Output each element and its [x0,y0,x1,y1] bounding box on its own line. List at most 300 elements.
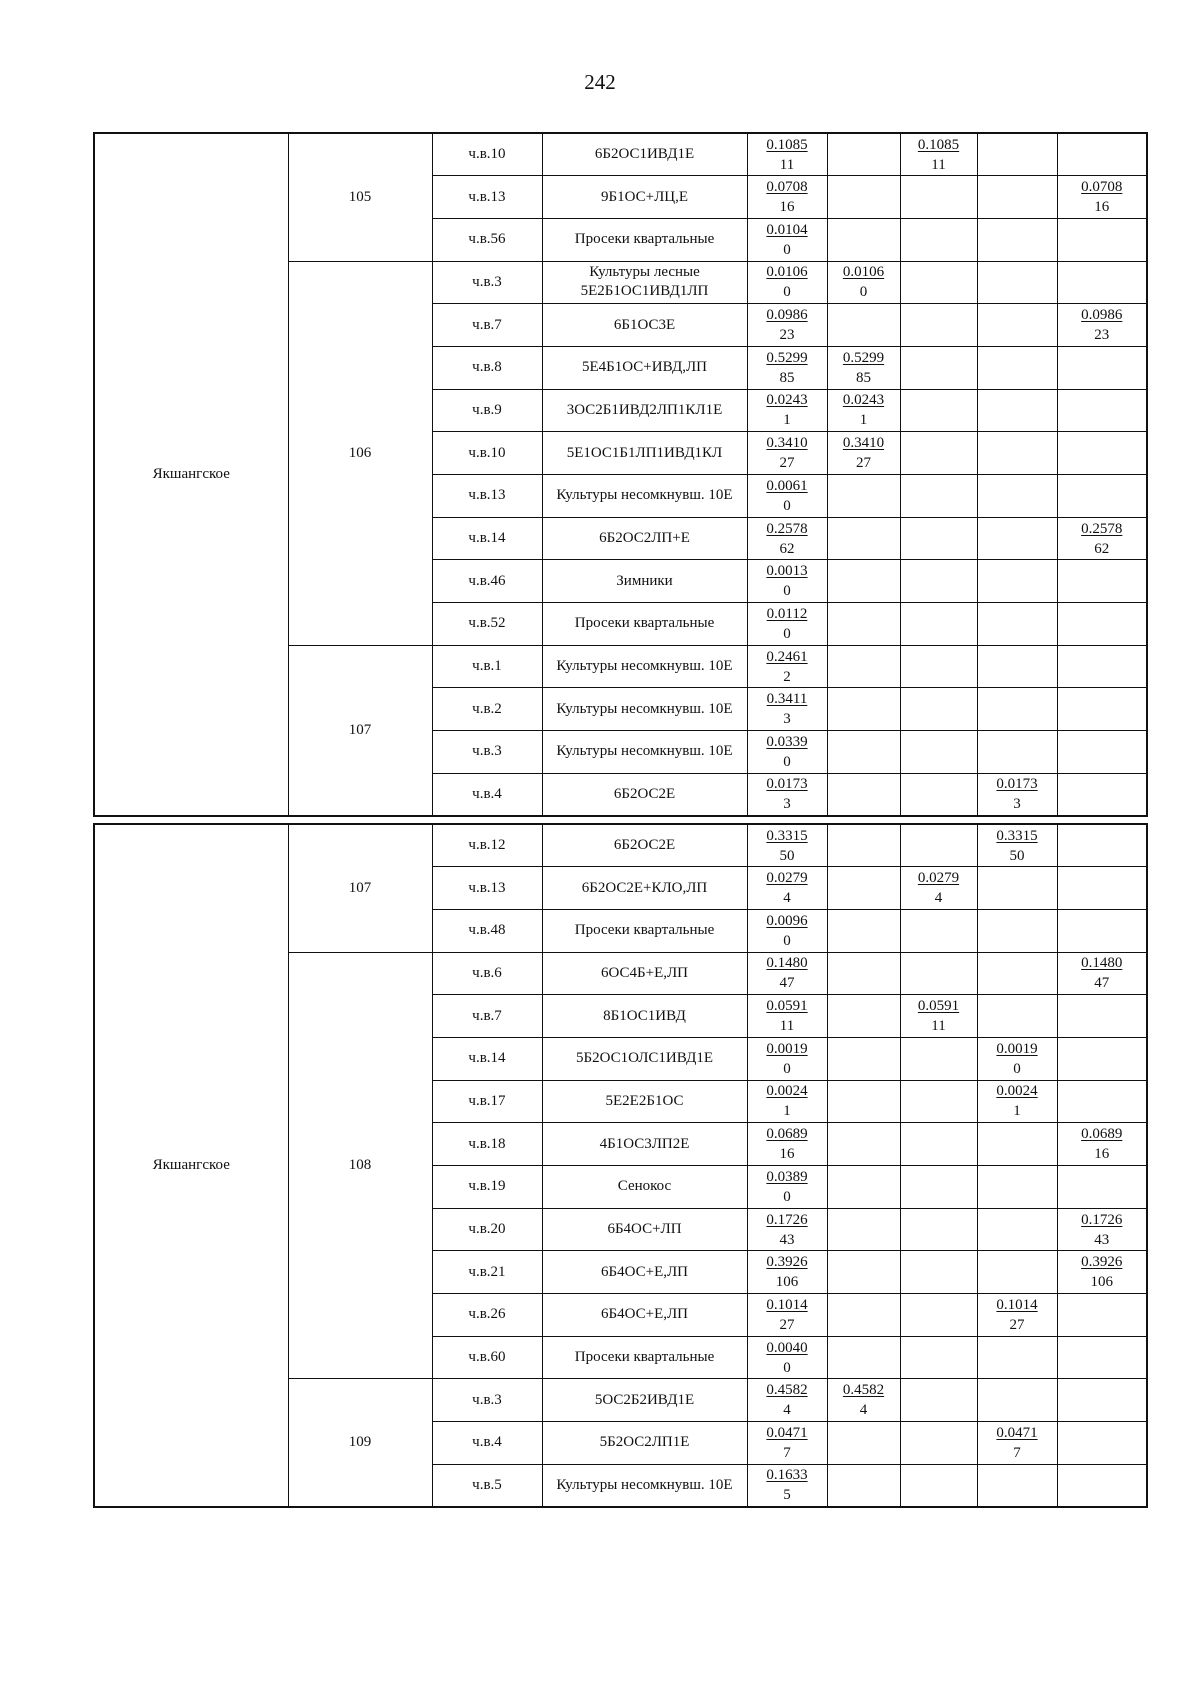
area-fraction [766,868,807,908]
area-value: 0.3926 [1081,1254,1123,1271]
value-cell [827,133,900,176]
value-cell [977,1294,1057,1337]
plot-number-cell: ч.в.7 [432,995,542,1038]
area-value: 0.5299 [842,349,885,366]
plot-number-cell: ч.в.21 [432,1251,542,1294]
area-value: 0.1480 [766,955,808,972]
value-cell [827,1379,900,1422]
value-cell [1057,773,1147,816]
count-value: 1 [783,1103,791,1120]
value-cell [747,261,827,304]
value-cell [977,1336,1057,1379]
value-cell [747,867,827,910]
area-fraction [766,1338,807,1378]
value-cell [1057,1037,1147,1080]
area-fraction [766,1039,807,1079]
area-value: 0.1726 [766,1211,808,1228]
value-cell [827,1422,900,1465]
value-cell [977,517,1057,560]
value-cell [977,560,1057,603]
value-cell [1057,1208,1147,1251]
value-cell [1057,1379,1147,1422]
count-value: 62 [779,540,795,557]
value-cell [900,218,977,261]
area-value: 0.0104 [766,221,808,238]
count-value: 5 [783,1487,791,1504]
value-cell [977,909,1057,952]
composition-cell: 6Б2ОС2Е [542,824,747,867]
area-value: 0.1480 [1081,955,1123,972]
value-cell [1057,995,1147,1038]
area-value: 0.0243 [766,392,808,409]
plot-number-cell: ч.в.7 [432,304,542,347]
area-fraction [766,476,807,516]
area-value: 0.2461 [766,648,808,665]
count-value: 11 [931,1018,946,1035]
composition-cell: Просеки квартальные [542,603,747,646]
composition-cell: 5Е1ОС1Б1ЛП1ИВД1КЛ [542,432,747,475]
area-fraction [766,1423,807,1463]
plot-number-cell: ч.в.3 [432,1379,542,1422]
value-cell [1057,731,1147,774]
value-cell [747,1294,827,1337]
area-fraction [767,604,808,644]
area-value: 0.0389 [766,1168,808,1185]
area-value: 0.0019 [996,1040,1038,1057]
composition-cell: Культуры несомкнувш. 10Е [542,1464,747,1507]
value-cell [827,645,900,688]
plot-number-cell: ч.в.9 [432,389,542,432]
area-value: 0.3926 [766,1254,808,1271]
forestry-name-cell: Якшангское [94,133,288,816]
value-cell [747,560,827,603]
area-value: 0.0173 [996,776,1038,793]
count-value: 16 [1094,1146,1110,1163]
area-value: 0.2578 [1081,520,1123,537]
area-value: 0.0173 [766,776,808,793]
value-cell [747,952,827,995]
area-fraction [766,732,807,772]
value-cell [900,603,977,646]
count-value: 0 [783,583,791,600]
value-cell [900,261,977,304]
value-cell [747,1208,827,1251]
quarter-number-cell: 109 [288,1379,432,1507]
count-value: 27 [1009,1316,1025,1333]
forestry-name-cell: Якшангское [94,824,288,1507]
value-cell [977,603,1057,646]
plot-number-cell: ч.в.10 [432,133,542,176]
composition-cell: Сенокос [542,1166,747,1209]
value-cell [1057,824,1147,867]
value-cell [747,603,827,646]
composition-cell: Просеки квартальные [542,1336,747,1379]
value-cell [900,1379,977,1422]
value-cell [1057,346,1147,389]
value-cell [977,346,1057,389]
quarter-number-cell: 105 [288,133,432,261]
area-value: 0.0096 [766,912,808,929]
value-cell [747,1336,827,1379]
area-value: 0.0689 [1081,1126,1123,1143]
value-cell [900,909,977,952]
value-cell [1057,1336,1147,1379]
area-fraction [766,390,807,430]
area-fraction [1081,1124,1122,1164]
composition-cell: 4Б1ОС3ЛП2Е [542,1123,747,1166]
area-fraction [766,953,807,993]
value-cell [827,1123,900,1166]
area-fraction [766,647,807,687]
value-cell [1057,603,1147,646]
value-cell [747,432,827,475]
value-cell [747,1166,827,1209]
quarter-number-cell: 107 [288,824,432,952]
value-cell [1057,1251,1147,1294]
area-value: 0.0024 [766,1083,808,1100]
count-value: 16 [1094,199,1110,216]
count-value: 3 [1013,796,1021,813]
value-cell [900,176,977,219]
area-value: 0.0106 [766,264,808,281]
composition-cell: 6Б4ОС+ЛП [542,1208,747,1251]
plot-number-cell: ч.в.4 [432,1422,542,1465]
area-fraction [918,868,959,908]
value-cell [977,475,1057,518]
count-value: 11 [779,156,795,173]
area-fraction [766,1252,807,1292]
value-cell [747,731,827,774]
value-cell [977,645,1057,688]
area-fraction [996,826,1037,866]
count-value: 1 [859,412,868,429]
value-cell [747,824,827,867]
count-value: 47 [1094,975,1110,992]
count-value: 27 [779,1316,795,1333]
area-fraction [996,1295,1037,1335]
value-cell [827,909,900,952]
area-value: 0.0708 [766,179,808,196]
area-value: 0.0986 [1081,307,1123,324]
plot-number-cell: ч.в.4 [432,773,542,816]
plot-number-cell: ч.в.46 [432,560,542,603]
value-cell [827,517,900,560]
area-fraction [766,519,807,559]
count-value: 50 [779,847,795,864]
count-value: 0 [1013,1060,1021,1077]
area-fraction [766,1167,807,1207]
value-cell [747,176,827,219]
value-cell [977,773,1057,816]
count-value: 106 [1090,1274,1113,1291]
area-fraction [766,1295,807,1335]
value-cell [977,261,1057,304]
plot-number-cell: ч.в.6 [432,952,542,995]
area-fraction [766,996,807,1036]
value-cell [747,389,827,432]
table-row [94,824,1147,867]
value-cell [977,1422,1057,1465]
value-cell [827,603,900,646]
value-cell [977,133,1057,176]
count-value: 11 [779,1018,795,1035]
value-cell [827,867,900,910]
value-cell [1057,560,1147,603]
value-cell [747,1464,827,1507]
area-fraction [843,433,884,473]
area-value: 0.2578 [766,520,808,537]
value-cell [900,1251,977,1294]
value-cell [1057,133,1147,176]
area-fraction [996,774,1037,814]
value-cell [1057,304,1147,347]
plot-number-cell: ч.в.1 [432,645,542,688]
value-cell [747,133,827,176]
area-fraction [766,911,807,951]
count-value: 4 [783,1402,791,1419]
area-value: 0.0986 [766,307,808,324]
count-value: 4 [859,1402,868,1419]
composition-cell: Культуры несомкнувш. 10Е [542,731,747,774]
count-value: 0 [783,932,791,949]
count-value: 4 [783,890,791,907]
composition-cell: 3ОС2Б1ИВД2ЛП1КЛ1Е [542,389,747,432]
composition-cell: Зимники [542,560,747,603]
area-fraction [843,1380,884,1420]
area-value: 0.3411 [766,691,808,708]
plot-number-cell: ч.в.56 [432,218,542,261]
area-value: 0.3315 [996,827,1038,844]
value-cell [827,1166,900,1209]
count-value: 3 [783,796,791,813]
value-cell [1057,218,1147,261]
count-value: 50 [1009,847,1025,864]
value-cell [900,432,977,475]
composition-cell: Просеки квартальные [542,218,747,261]
count-value: 0 [783,241,791,258]
value-cell [900,560,977,603]
count-value: 85 [779,369,795,386]
value-cell [977,1037,1057,1080]
composition-cell: 8Б1ОС1ИВД [542,995,747,1038]
value-cell [827,346,900,389]
plot-number-cell: ч.в.13 [432,475,542,518]
composition-cell: 6Б2ОС2Е+КЛО,ЛП [542,867,747,910]
composition-cell: 5Е2Е2Б1ОС [542,1080,747,1123]
table-row [94,133,1147,176]
composition-cell: 6Б4ОС+Е,ЛП [542,1294,747,1337]
count-value: 2 [783,668,791,685]
area-fraction [766,305,807,345]
area-fraction [766,177,807,217]
value-cell [1057,517,1147,560]
value-cell [900,1166,977,1209]
count-value: 43 [779,1231,795,1248]
count-value: 0 [783,625,791,642]
count-value: 1 [1013,1103,1021,1120]
composition-cell: Просеки квартальные [542,909,747,952]
value-cell [1057,389,1147,432]
value-cell [1057,261,1147,304]
plot-number-cell: ч.в.14 [432,517,542,560]
value-cell [977,389,1057,432]
value-cell [900,304,977,347]
plot-number-cell: ч.в.10 [432,432,542,475]
area-value: 0.0019 [766,1040,808,1057]
value-cell [827,952,900,995]
value-cell [747,645,827,688]
count-value: 0 [783,497,791,514]
area-fraction [1081,305,1122,345]
value-cell [900,1037,977,1080]
composition-cell: 5Б2ОС1ОЛС1ИВД1Е [542,1037,747,1080]
value-cell [1057,909,1147,952]
area-fraction [766,1465,807,1505]
count-value: 11 [931,156,946,173]
area-value: 0.0279 [917,870,960,887]
area-value: 0.3315 [766,827,808,844]
value-cell [827,1251,900,1294]
count-value: 0 [783,1060,791,1077]
value-cell [747,1037,827,1080]
count-value: 62 [1094,540,1110,557]
value-cell [900,1080,977,1123]
area-value: 0.0689 [766,1126,808,1143]
area-fraction [766,262,807,302]
area-fraction [766,1210,807,1250]
value-cell [827,1294,900,1337]
area-value: 0.0243 [842,392,885,409]
plot-number-cell: ч.в.14 [432,1037,542,1080]
quarter-number-cell: 106 [288,261,432,645]
composition-cell: 5Е4Б1ОС+ИВД,ЛП [542,346,747,389]
value-cell [977,824,1057,867]
value-cell [747,773,827,816]
count-value: 7 [783,1444,791,1461]
value-cell [900,1422,977,1465]
composition-cell: 6ОС4Б+Е,ЛП [542,952,747,995]
area-value: 0.0013 [766,563,808,580]
value-cell [900,773,977,816]
plot-number-cell: ч.в.12 [432,824,542,867]
count-value: 0 [783,1359,791,1376]
area-value: 0.0279 [766,870,808,887]
area-fraction [918,135,959,175]
value-cell [977,1208,1057,1251]
count-value: 16 [779,199,795,216]
value-cell [900,824,977,867]
count-value: 43 [1094,1231,1110,1248]
count-value: 47 [779,975,795,992]
value-cell [747,909,827,952]
area-value: 0.0471 [766,1424,808,1441]
area-fraction [766,220,807,260]
value-cell [977,1123,1057,1166]
value-cell [900,517,977,560]
plot-number-cell: ч.в.3 [432,731,542,774]
value-cell [747,995,827,1038]
composition-cell: 6Б2ОС1ИВД1Е [542,133,747,176]
composition-cell: Культуры несомкнувш. 10Е [542,645,747,688]
value-cell [827,304,900,347]
value-cell [747,1422,827,1465]
composition-cell: 6Б4ОС+Е,ЛП [542,1251,747,1294]
quarter-number-cell: 107 [288,645,432,816]
value-cell [827,432,900,475]
value-cell [827,1080,900,1123]
count-value: 4 [934,890,943,907]
value-cell [1057,867,1147,910]
value-cell [747,1379,827,1422]
count-value: 27 [856,455,871,472]
value-cell [900,133,977,176]
count-value: 0 [783,284,791,301]
value-cell [1057,475,1147,518]
value-cell [827,773,900,816]
value-cell [900,995,977,1038]
value-cell [900,1464,977,1507]
value-cell [977,1080,1057,1123]
area-value: 0.4582 [766,1382,808,1399]
area-fraction [766,1081,807,1121]
count-value: 7 [1013,1444,1021,1461]
value-cell [827,176,900,219]
area-value: 0.0591 [766,998,808,1015]
value-cell [900,346,977,389]
area-value: 0.3410 [766,435,808,452]
area-fraction [766,348,807,388]
value-cell [900,1336,977,1379]
value-cell [900,645,977,688]
page-number: 242 [584,70,616,94]
value-cell [1057,176,1147,219]
value-cell [1057,1464,1147,1507]
area-fraction [766,433,807,473]
area-value: 0.0061 [766,477,808,494]
count-value: 23 [779,327,795,344]
plot-number-cell: ч.в.3 [432,261,542,304]
area-fraction [996,1039,1037,1079]
value-cell [977,731,1057,774]
area-fraction [766,1380,807,1420]
area-value: 0.4582 [842,1382,885,1399]
value-cell [977,1464,1057,1507]
value-cell [900,1294,977,1337]
value-cell [827,560,900,603]
value-cell [747,517,827,560]
value-cell [977,304,1057,347]
composition-cell: Культуры несомкнувш. 10Е [542,475,747,518]
plot-number-cell: ч.в.13 [432,867,542,910]
area-fraction [1081,953,1122,993]
area-fraction [843,348,884,388]
value-cell [827,731,900,774]
plot-number-cell: ч.в.60 [432,1336,542,1379]
value-cell [977,1379,1057,1422]
value-cell [1057,952,1147,995]
count-value: 16 [779,1146,795,1163]
area-fraction [843,262,884,302]
composition-cell: 6Б2ОС2Е [542,773,747,816]
count-value: 85 [856,369,871,386]
quarter-number-cell: 108 [288,952,432,1379]
value-cell [827,1464,900,1507]
plot-number-cell: ч.в.20 [432,1208,542,1251]
area-fraction [996,1081,1037,1121]
value-cell [827,475,900,518]
value-cell [977,176,1057,219]
count-value: 106 [775,1274,799,1291]
